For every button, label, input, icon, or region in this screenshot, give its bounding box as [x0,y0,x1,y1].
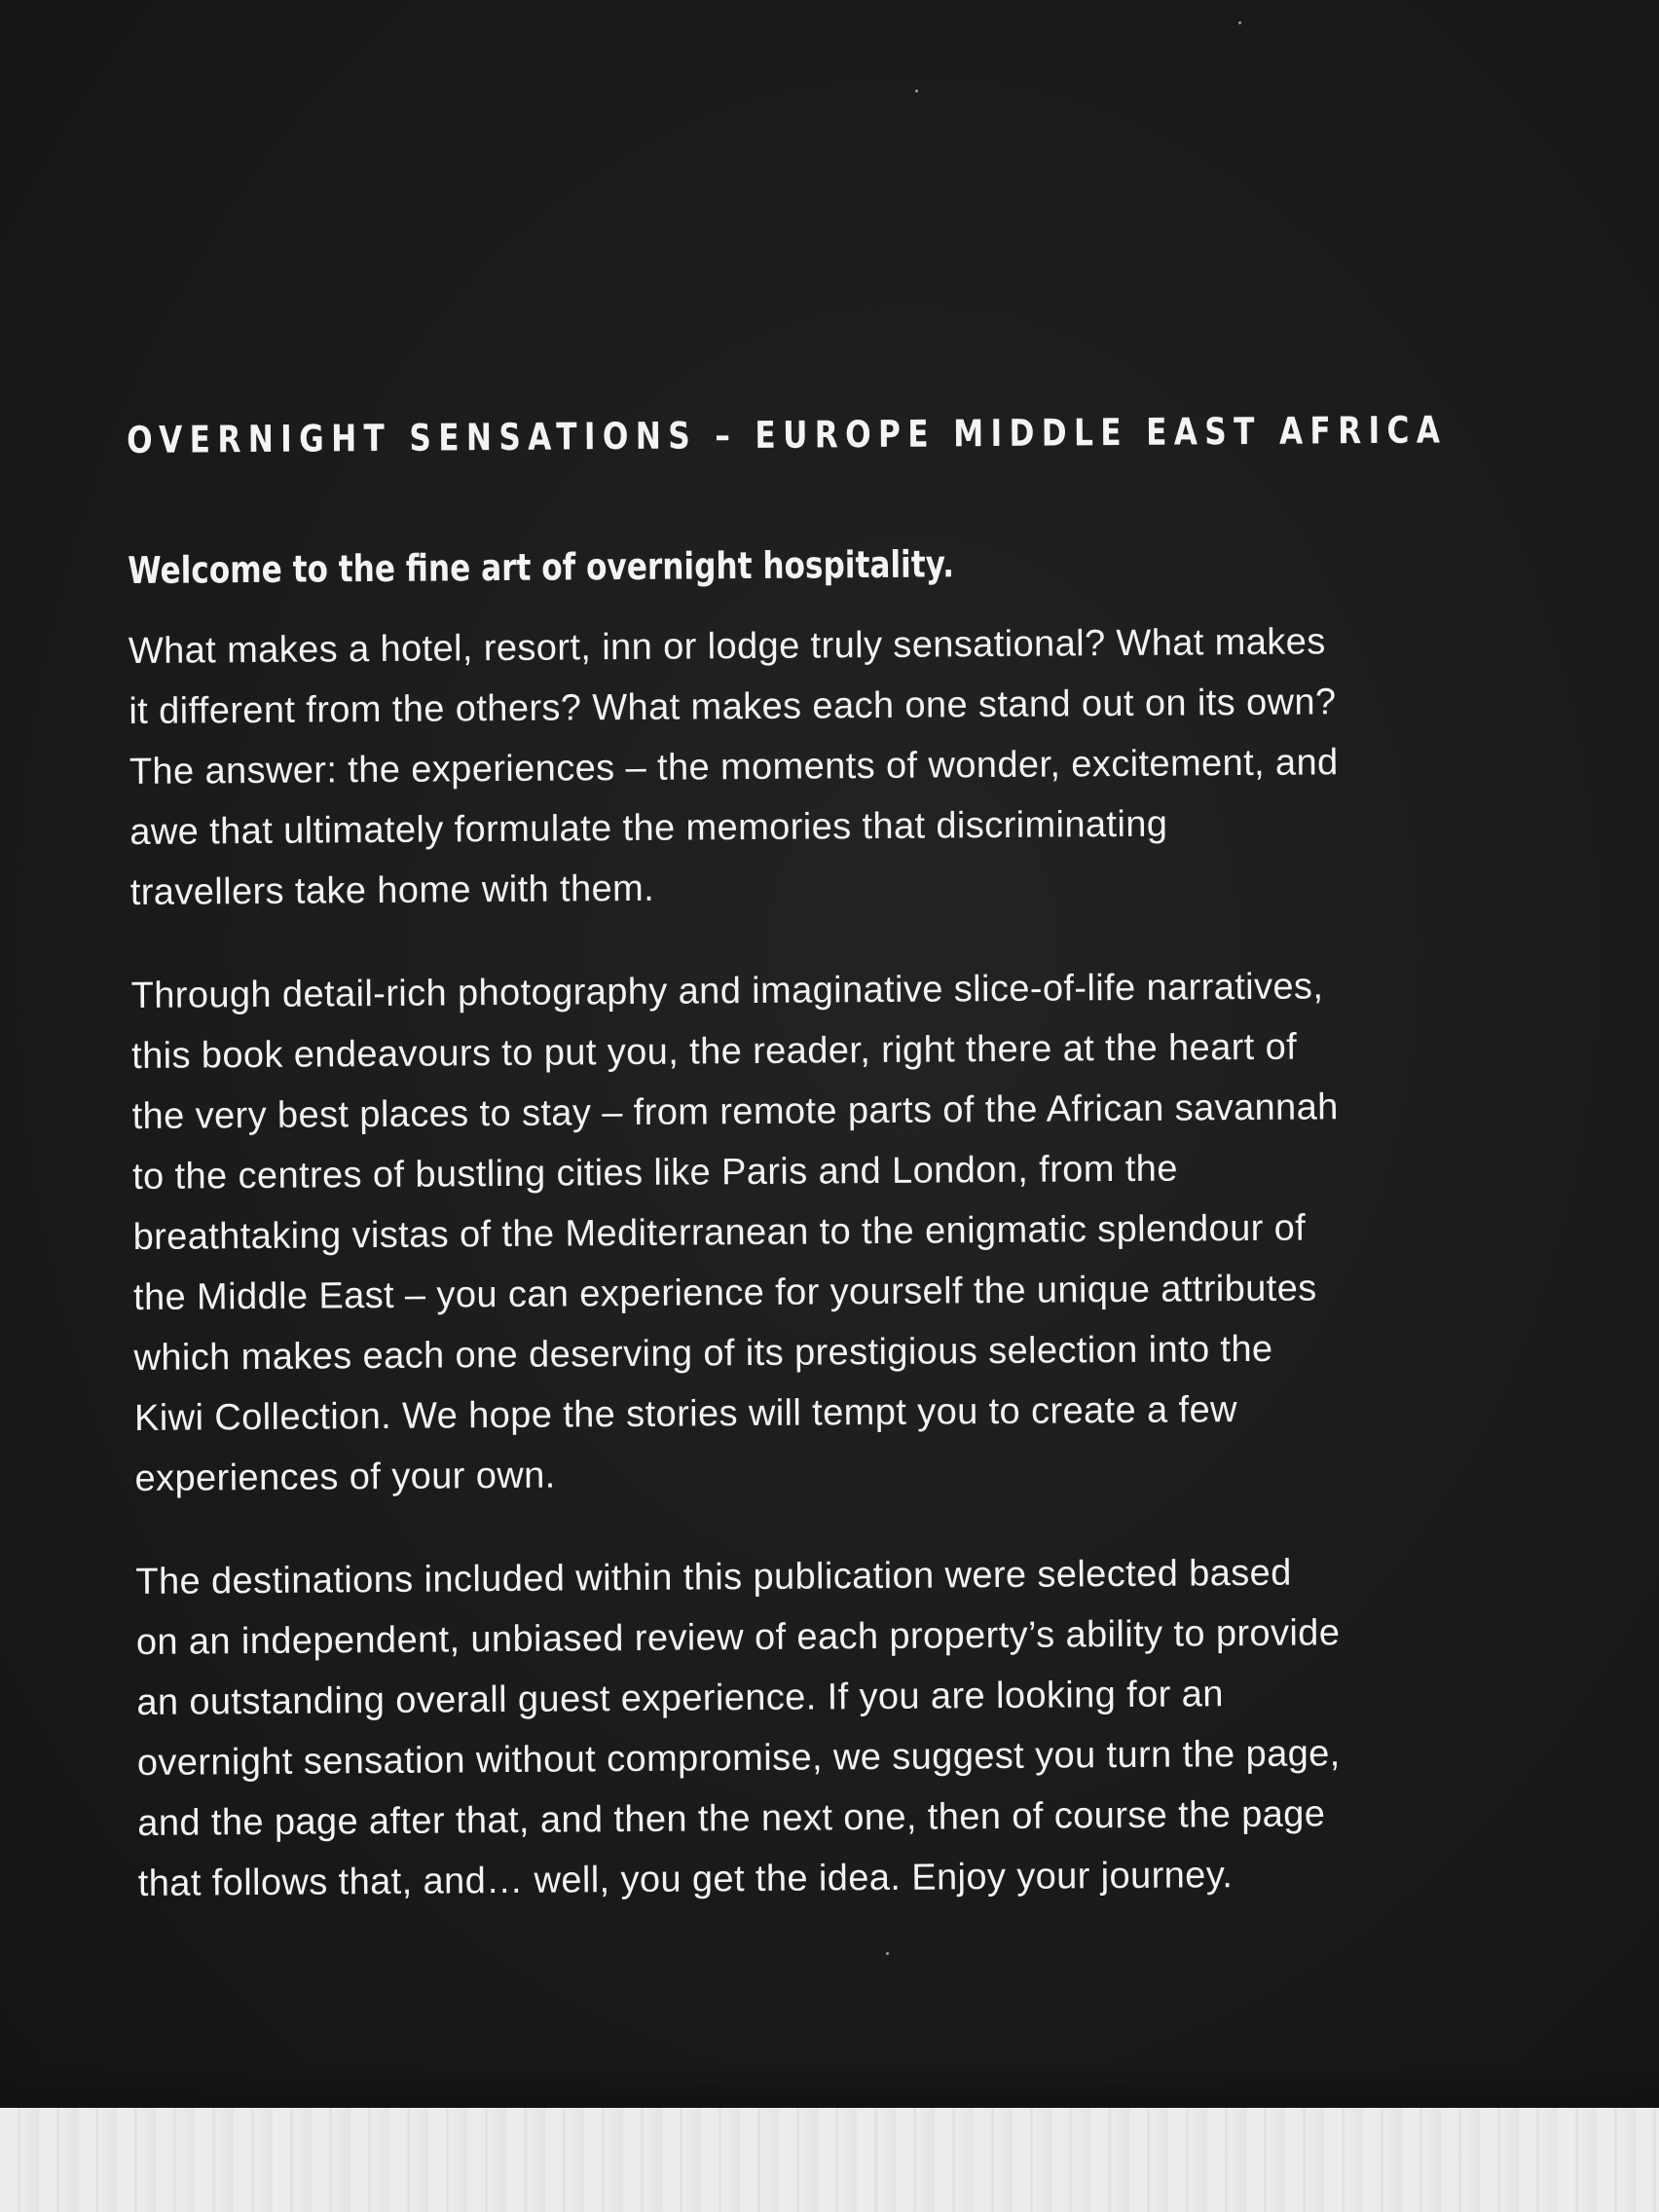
paragraph-3 [135,1541,1472,1914]
paragraph-line: which makes each one deserving of its prestigious selection into the [133,1328,1273,1379]
paragraph-line: the very best places to stay – from remote parts of the African savannah [131,1087,1339,1137]
paragraph-line: breathtaking vistas of the Mediterranean to the enigmatic splendour of [132,1207,1307,1258]
paragraph-line: overnight sensation without compromise, we suggest you turn the page, [136,1733,1341,1784]
paragraph-line: The destinations included within this publication were selected based [135,1552,1292,1603]
paragraph-line: and the page after that, and then the next one, then of course the page [137,1793,1326,1844]
text-block [127,408,1472,1957]
paragraph-line: that follows that, and… well, you get the idea. Enjoy your journey. [137,1855,1234,1904]
dust-speck [915,90,918,92]
dust-speck [886,1952,889,1955]
paragraph-line: it different from the others? What makes each one stand out on its own? [129,682,1337,732]
paper-strip [0,2108,1659,2212]
paragraph-line: travellers take home with them. [129,867,655,913]
dust-speck [1238,21,1241,24]
paragraph-line: Through detail-rich photography and imaginative slice-of-life narratives, [130,966,1324,1016]
paragraph-1 [129,610,1464,923]
paragraph-line: experiences of your own. [134,1455,556,1499]
paragraph-line: What makes a hotel, resort, inn or lodge truly sensational? What makes [128,621,1326,672]
paragraph-line: Kiwi Collection. We hope the stories will tempt you to create a few [133,1389,1238,1439]
paragraph-line: an outstanding overall guest experience. If you are looking for an [136,1674,1224,1723]
paragraph-line: this book endeavours to put you, the reader, right there at the heart of [130,1026,1298,1077]
paragraph-line: to the centres of bustling cities like Paris and London, from the [131,1148,1178,1198]
page-bottom-edge [0,2064,1659,2108]
paragraph-line: The answer: the experiences – the moments of wonder, excitement, and [129,742,1339,793]
paragraph-line: the Middle East – you can experience for yourself the unique attributes [132,1268,1317,1318]
section-title: OVERNIGHT SENSATIONS – EUROPE MIDDLE EAST AFRICA [127,408,1448,461]
paragraph-line: on an independent, unbiased review of each property’s ability to provide [135,1612,1341,1663]
lead-sentence: Welcome to the fine art of overnight hospitality. [128,542,955,592]
paragraph-2 [130,955,1468,1509]
paragraph-line: awe that ultimately formulate the memories that discriminating [129,803,1168,853]
